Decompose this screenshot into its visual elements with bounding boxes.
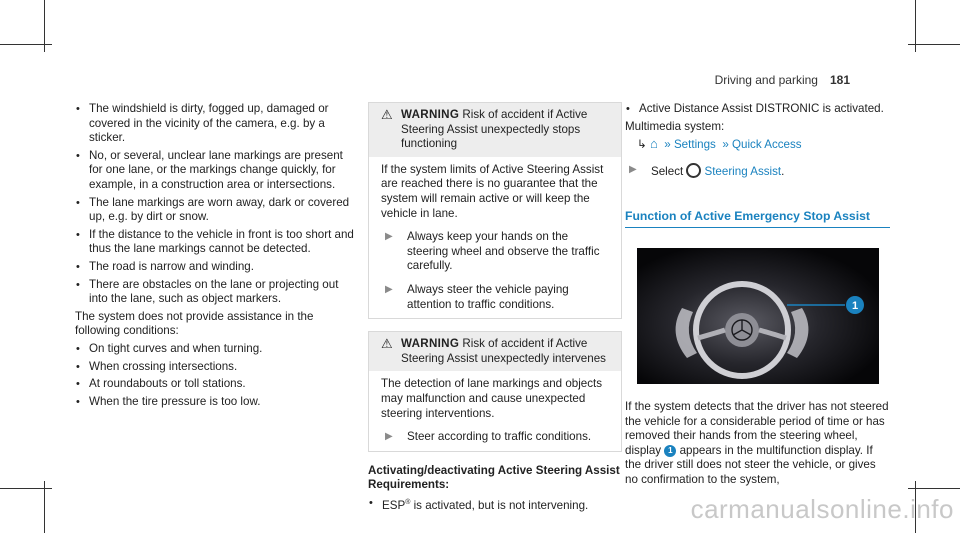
action-step — [381, 283, 611, 312]
list-item — [368, 496, 622, 513]
display-number-icon: 1 — [664, 445, 676, 457]
dashboard-illustration — [637, 248, 879, 384]
column-left — [75, 102, 355, 412]
warning-description: The detection of lane markings and objects may malfunction and cause unexpected steering interventions. — [381, 377, 603, 420]
page-header — [715, 73, 850, 87]
warning-heading — [401, 108, 611, 152]
warning-title: WARNING — [401, 337, 460, 351]
requirements-label: Requirements: — [368, 478, 450, 492]
double-chevron-icon: » — [664, 138, 671, 152]
warning-text: Risk of accident if Active Steering Assist unexpectedly intervenes — [401, 337, 606, 365]
column-right — [625, 102, 890, 491]
crop-mark — [44, 0, 45, 52]
step-text: Always keep your hands on the steering wheel and observe the traffic carefully. — [407, 230, 600, 273]
arrow-icon: ▶ — [385, 431, 393, 443]
callout-number: 1 — [851, 299, 859, 312]
menu-quick-access[interactable]: Quick Access — [732, 138, 802, 152]
list-item: • When crossing intersections. — [75, 360, 355, 375]
list-item: • The lane markings are worn away, dark or covered up, e.g. by dirt or snow. — [75, 196, 355, 225]
list-item: • If the distance to the vehicle in front is too short and thus the lane markings cannot be detected. — [75, 228, 355, 257]
multimedia-label: Multimedia system: — [625, 119, 725, 133]
warning-heading — [401, 337, 611, 366]
list-item: • There are obstacles on the lane or projecting out into the lane, such as object markers. — [75, 278, 355, 307]
action-step — [381, 230, 611, 274]
crop-mark — [915, 0, 916, 52]
column-middle — [368, 102, 622, 516]
paragraph: The system does not provide assistance in the following conditions: — [75, 309, 314, 338]
step-text: Steer according to traffic conditions. — [407, 430, 592, 444]
warning-header — [369, 332, 621, 371]
action-step — [381, 430, 611, 445]
esp-text: ESP — [382, 498, 406, 512]
list-item: • At roundabouts or toll stations. — [75, 377, 355, 392]
registered-mark: ® — [405, 498, 411, 506]
warning-body — [369, 157, 621, 318]
action-step — [625, 163, 890, 180]
crop-mark — [44, 481, 45, 533]
arrow-icon: ▶ — [385, 283, 393, 295]
list-item: • When the tire pressure is too low. — [75, 395, 355, 410]
page-number: 181 — [829, 73, 850, 87]
paragraph — [625, 400, 890, 488]
arrow-icon: ▶ — [629, 163, 637, 175]
warning-title: WARNING — [401, 108, 460, 121]
arrow-icon: ▶ — [385, 231, 393, 243]
list-item: • On tight curves and when turning. — [75, 342, 355, 357]
steering-assist-link[interactable]: Steering Assist — [704, 164, 782, 178]
warning-icon — [381, 337, 401, 366]
warning-box — [368, 331, 622, 452]
no-assist-list — [75, 342, 355, 409]
list-item: • No, or several, unclear lane markings are present for one lane, or the markings change quickly, for example, in a construction area or intersections. — [75, 149, 355, 193]
double-chevron-icon: » — [722, 138, 729, 152]
menu-settings[interactable]: Settings — [673, 138, 716, 152]
warning-icon — [381, 108, 401, 152]
requirements-list — [368, 496, 622, 513]
paragraph-text-continued: appears in the multifunction display. If the driver still does not steer the vehicle, or gives no confirmation to the system, — [625, 443, 876, 486]
warning-text: Risk of accident if Active Steering Assist unexpectedly stops functioning — [401, 108, 588, 151]
warning-header — [369, 103, 621, 157]
list-item: • The road is narrow and winding. — [75, 260, 355, 275]
select-label: Select — [651, 164, 684, 178]
step-content: Select Steering Assist. — [651, 164, 785, 178]
subheading: Activating/deactivating Active Steering Assist — [368, 463, 620, 477]
path-arrow-icon: ↳ — [637, 138, 647, 152]
list-item: • Active Distance Assist DISTRONIC is activated. — [625, 102, 890, 117]
warning-description: If the system limits of Active Steering Assist are reached there is no guarantee that the system will remain active or will keep the vehicle in lane. — [381, 162, 604, 220]
paragraph-text: If the system detects that the driver has not steered the vehicle for a considerable period of time or has removed their hands from the steering wheel, display — [625, 399, 889, 457]
list-item: • The windshield is dirty, fogged up, damaged or covered in the vicinity of the camera, e.g. by a sticker. — [75, 102, 355, 146]
warning-box — [368, 102, 622, 319]
watermark: carmanualsonline.info — [690, 494, 954, 524]
menu-path — [625, 137, 890, 153]
conditions-list — [75, 102, 355, 307]
step-text: Always steer the vehicle paying attention to traffic conditions. — [407, 282, 569, 311]
section-name: Driving and parking — [714, 73, 818, 87]
home-icon[interactable]: ⌂ — [649, 136, 658, 152]
steering-wheel-graphic — [637, 248, 879, 384]
requirement-text: is activated, but is not intervening. — [410, 498, 589, 512]
warning-body — [369, 371, 621, 450]
section-title: Function of Active Emergency Stop Assist — [625, 209, 890, 228]
requirements-list — [625, 102, 890, 117]
steering-assist-icon — [686, 163, 701, 178]
